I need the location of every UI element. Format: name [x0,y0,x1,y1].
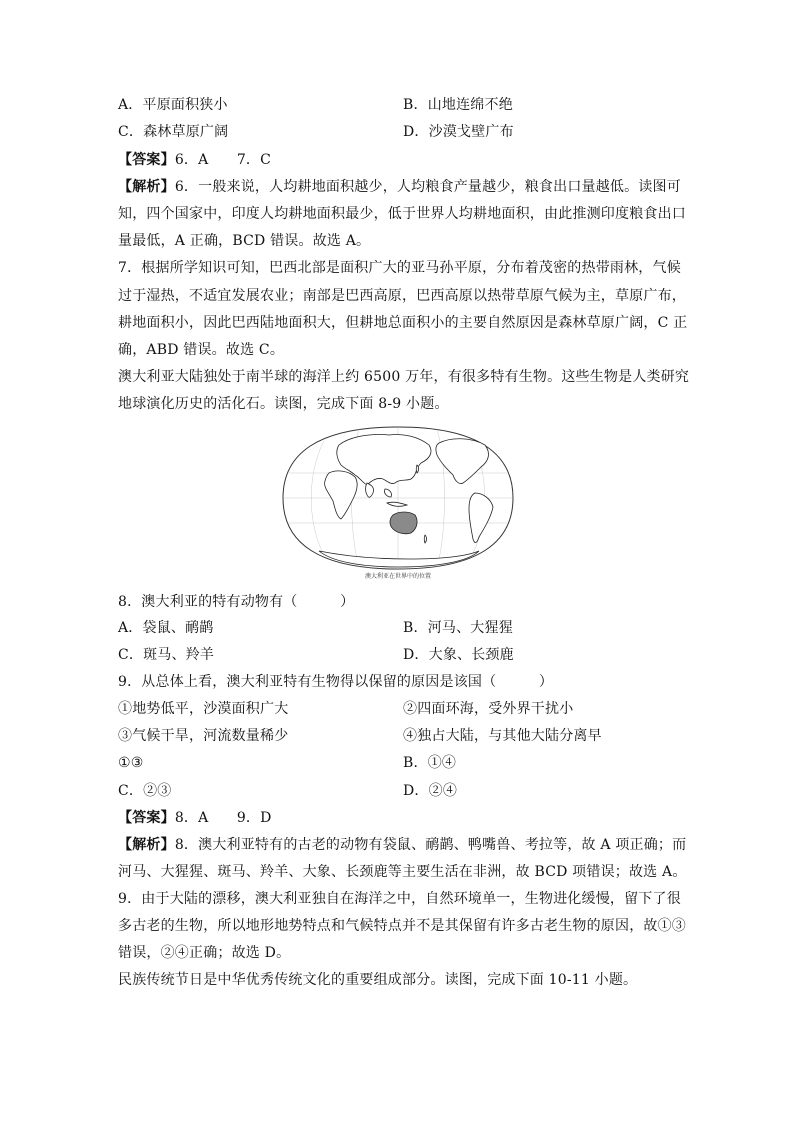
analysis-9-line-3: 错误，②④正确；故选 D。 [118,945,291,961]
answer-tag: 【答案】 [118,152,175,168]
q8-option-a: A．袋鼠、鸸鹋 [118,620,214,636]
q7-option-c: C．森林草原广阔 [118,124,229,140]
q9-statement-3: ③气候干旱，河流数量稀少 [118,728,289,744]
analysis-6-line-3: 量最低，A 正确，BCD 错误。故选 A。 [118,233,371,249]
q9-statement-4: ④独占大陆，与其他大陆分离早 [403,728,602,744]
q9-option-a: ①③ [118,755,144,771]
new-zealand [424,535,426,543]
q8-option-d: D．大象、长颈鹿 [403,647,514,663]
intro-8-9-line-2: 地球演化历史的活化石。读图，完成下面 8-9 小题。 [118,396,449,412]
analysis-7-line-4: 确，ABD 错误。故选 C。 [118,342,285,358]
answer-text: 6．A 7．C [174,152,272,168]
analysis-9-line-2: 多古老的生物，所以地形地势特点和气候特点并不是其保留有许多古老生物的原因，故①③ [118,918,686,934]
intro-10-11: 民族传统节日是中华优秀传统文化的重要组成部分。读图，完成下面 10-11 小题。 [118,972,638,988]
q9-stem: 9．从总体上看，澳大利亚特有生物得以保留的原因是该国（ ） [118,674,554,690]
analysis-tag: 【解析】 [118,837,175,853]
answer-text: 8．A 9．D [174,810,272,826]
analysis-8-line-1 [118,835,686,855]
q7-option-d: D．沙漠戈壁广布 [403,124,514,140]
q8-option-b: B．河马、大猩猩 [403,620,513,636]
answer-6-7 [118,150,271,170]
q9-statement-1: ①地势低平，沙漠面积广大 [118,701,289,717]
q7-option-b: B．山地连绵不绝 [403,97,513,113]
intro-8-9-line-1: 澳大利亚大陆独处于南半球的海洋上约 6500 万年，有很多特有生物。这些生物是人类研究 [118,369,690,385]
analysis-text: 6．一般来说，人均耕地面积越少，人均粮食产量越少，粮食出口量越低。读图可 [174,179,681,195]
analysis-text: 8．澳大利亚特有的古老的动物有袋鼠、鸸鹋、鸭嘴兽、考拉等，故 A 项正确；而 [174,837,687,853]
analysis-7-line-1: 7．根据所学知识可知，巴西北部是面积广大的亚马孙平原，分布着茂密的热带雨林，气候 [118,260,681,276]
analysis-6-line-2: 知，四个国家中，印度人均耕地面积最少，低于世界人均耕地面积，由此推测印度粮食出口 [118,206,686,222]
q9-option-d: D．②④ [403,783,458,799]
world-map [279,423,517,573]
answer-tag: 【答案】 [118,810,175,826]
japan [416,465,418,473]
map-caption: 澳大利亚在世界中的位置 [364,573,431,580]
world-map-figure [279,423,517,583]
analysis-7-line-3: 耕地面积小，因此巴西陆地面积大，但耕地总面积小的主要自然原因是森林草原广阔，C 正 [118,315,688,331]
analysis-8-line-2: 河马、大猩猩、斑马、羚羊、大象、长颈鹿等主要生活在非洲，故 BCD 项错误；故选 A。 [118,864,687,880]
analysis-tag: 【解析】 [118,179,175,195]
q8-option-c: C．斑马、羚羊 [118,647,215,663]
answer-8-9 [118,808,272,828]
analysis-6-line-1 [118,177,681,197]
q9-statement-2: ②四面环海，受外界干扰小 [403,701,574,717]
analysis-7-line-2: 过于湿热，不适宜发展农业；南部是巴西高原，巴西高原以热带草原气候为主，草原广布， [118,288,686,304]
q9-option-c: C．②③ [118,783,172,799]
q9-option-b: B．①④ [403,755,457,771]
q8-stem: 8．澳大利亚的特有动物有（ ） [118,594,355,610]
analysis-9-line-1: 9．由于大陆的漂移，澳大利亚独自在海洋之中，自然环境单一，生物进化缓慢，留下了很 [118,891,681,907]
q7-option-a: A．平原面积狭小 [118,97,228,113]
